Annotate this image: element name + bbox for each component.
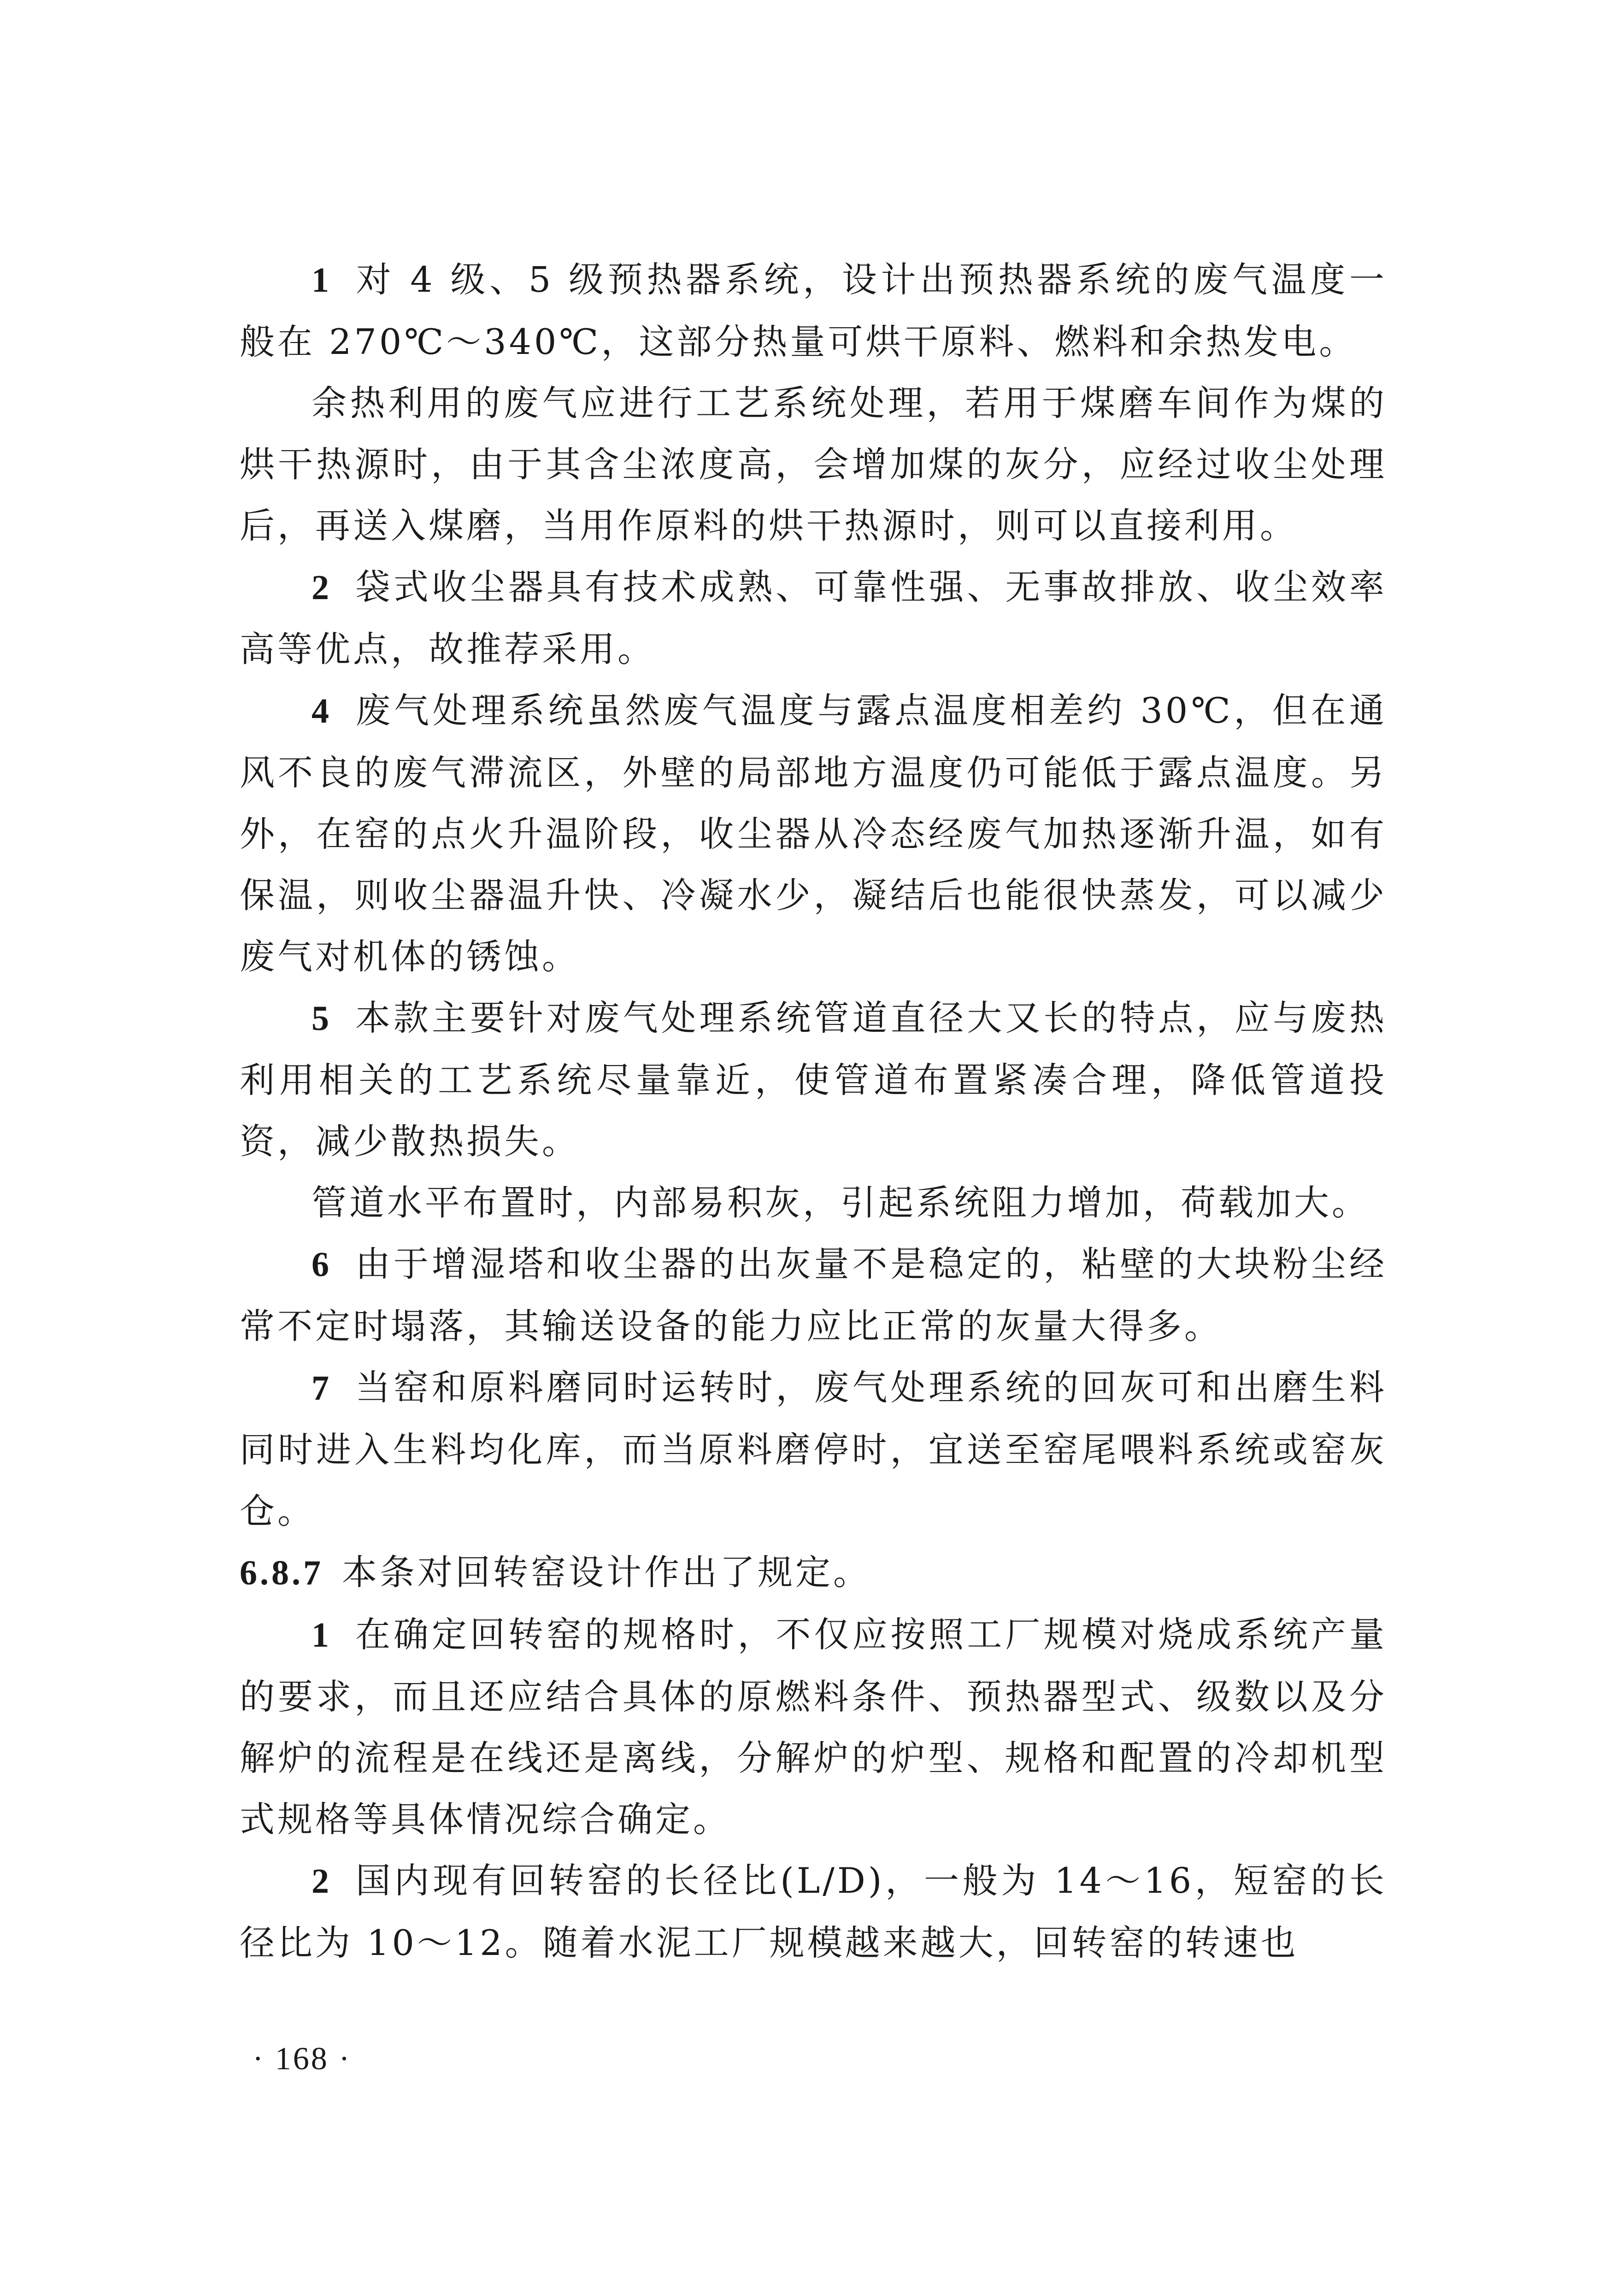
paragraph-item-4	[240, 680, 1387, 987]
paragraph-item-5	[240, 987, 1387, 1172]
item-number: 2	[312, 568, 332, 607]
item-number: 6	[312, 1245, 332, 1284]
paragraph-text: 袋式收尘器具有技术成熟、可靠性强、无事故排放、收尘效率高等优点，故推荐采用。	[240, 566, 1387, 670]
paragraph-item-7	[240, 1357, 1387, 1542]
paragraph-continuation	[240, 1172, 1387, 1233]
clause-text: 本条对回转窑设计作出了规定。	[342, 1552, 871, 1593]
paragraph-item-6	[240, 1233, 1387, 1357]
item-number: 7	[312, 1369, 332, 1407]
paragraph-text: 管道水平布置时，内部易积灰，引起系统阻力增加，荷载加大。	[312, 1182, 1370, 1223]
paragraph-text: 废气处理系统虽然废气温度与露点温度相差约 30℃，但在通风不良的废气滞流区，外壁的局部地方温度仍可能低于露点温度。另外，在窑的点火升温阶段，收尘器从冷态经废气加热逐渐升温，如有保温，则收尘器温升快、冷凝水少，凝结后也能很快蒸发，可以减少废气对机体的锈蚀。	[240, 690, 1387, 977]
paragraph-text: 对 4 级、5 级预热器系统，设计出预热器系统的废气温度一般在 270℃～340℃，这部分热量可烘干原料、燃料和余热发电。	[240, 259, 1387, 362]
paragraph-text: 当窑和原料磨同时运转时，废气处理系统的回灰可和出磨生料同时进入生料均化库，而当原料磨停时，宜送至窑尾喂料系统或窑灰仓。	[240, 1367, 1387, 1531]
clause-item-1	[240, 1604, 1387, 1850]
paragraph-text: 本款主要针对废气处理系统管道直径大又长的特点，应与废热利用相关的工艺系统尽量靠近，使管道布置紧凑合理，降低管道投资，减少散热损失。	[240, 997, 1387, 1162]
paragraph-text: 国内现有回转窑的长径比(L/D)，一般为 14～16，短窑的长径比为 10～12。随着水泥工厂规模越来越大，回转窑的转速也	[240, 1860, 1387, 1963]
paragraph-continuation	[240, 372, 1387, 556]
paragraph-text: 由于增湿塔和收尘器的出灰量不是稳定的，粘壁的大块粉尘经常不定时塌落，其输送设备的能力应比正常的灰量大得多。	[240, 1243, 1387, 1347]
clause-item-2	[240, 1850, 1387, 1973]
paragraph-item-1	[240, 249, 1387, 372]
page-body	[240, 249, 1387, 1973]
item-number: 1	[312, 1616, 332, 1654]
clause-heading	[240, 1542, 1387, 1604]
item-number: 5	[312, 999, 332, 1038]
page-number: · 168 ·	[253, 2041, 352, 2077]
paragraph-text: 在确定回转窑的规格时，不仅应按照工厂规模对烧成系统产量的要求，而且还应结合具体的原燃料条件、预热器型式、级数以及分解炉的流程是在线还是离线，分解炉的炉型、规格和配置的冷却机型式规格等具体情况综合确定。	[240, 1614, 1387, 1840]
item-number: 2	[312, 1862, 332, 1901]
paragraph-text: 余热利用的废气应进行工艺系统处理，若用于煤磨车间作为煤的烘干热源时，由于其含尘浓度高，会增加煤的灰分，应经过收尘处理后，再送入煤磨，当用作原料的烘干热源时，则可以直接利用。	[240, 383, 1387, 546]
item-number: 1	[312, 261, 332, 300]
item-number: 4	[312, 692, 332, 730]
paragraph-item-2	[240, 556, 1387, 680]
clause-number: 6.8.7	[240, 1554, 323, 1592]
